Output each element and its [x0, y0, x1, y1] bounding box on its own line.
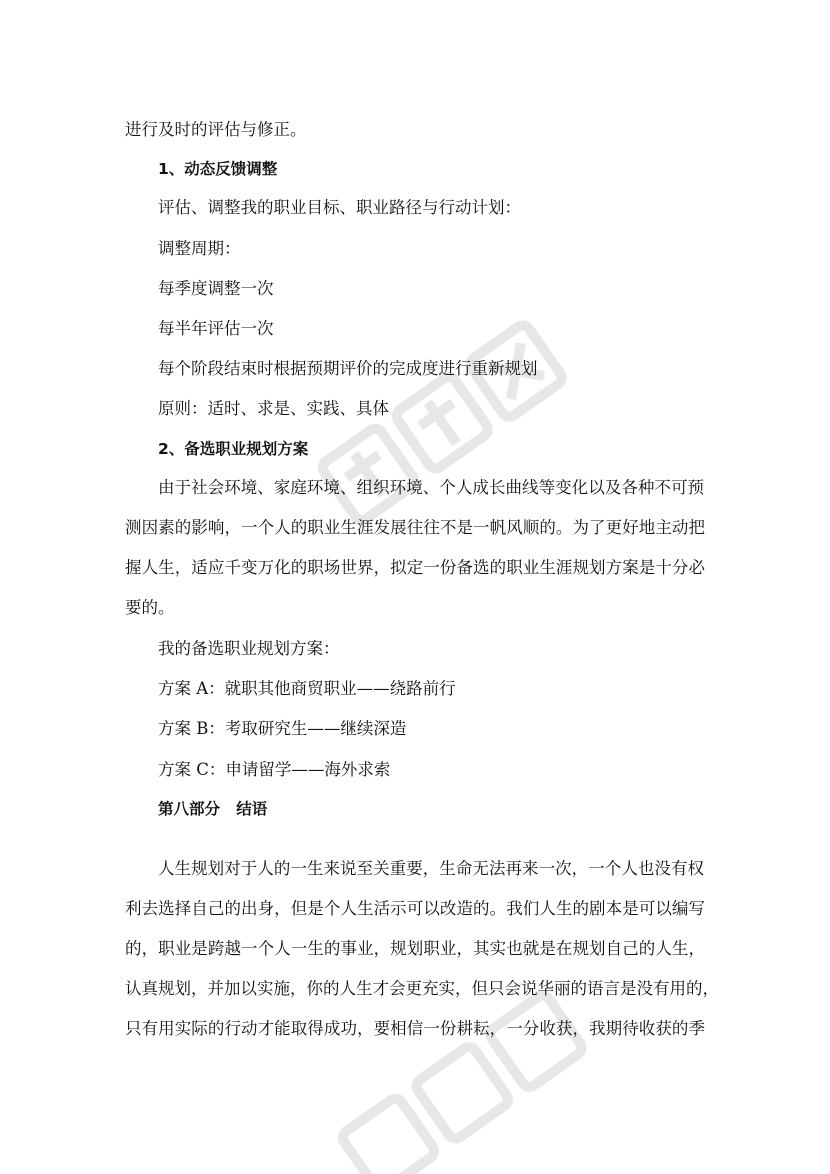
list-item: 每个阶段结束时根据预期评价的完成度进行重新规划	[158, 359, 538, 378]
paragraph-line: 原则：适时、求是、实践、具体	[158, 399, 389, 418]
list-item: 方案 B：考取研究生——继续深造	[158, 719, 407, 738]
section-heading: 2、备选职业规划方案	[158, 440, 309, 458]
section-heading: 1、动态反馈调整	[158, 160, 278, 178]
paragraph-line: 认真规划，并加以实施，你的人生才会更充实，但只会说华丽的语言是没有用的，	[125, 979, 719, 998]
paragraph-line: 人生规划对于人的一生来说至关重要，生命无法再来一次，一个人也没有权	[158, 859, 704, 878]
paragraph-line: 由于社会环境、家庭环境、组织环境、个人成长曲线等变化以及各种不可预	[158, 478, 704, 497]
paragraph-line: 握人生，适应千变万化的职场世界，拟定一份备选的职业生涯规划方案是十分必	[125, 558, 705, 577]
list-item: 每半年评估一次	[158, 319, 274, 338]
part-heading: 第八部分 结语	[158, 800, 268, 818]
paragraph-line: 测因素的影响，一个人的职业生涯发展往往不是一帆风顺的。为了更好地主动把	[125, 518, 705, 537]
paragraph-line: 利去选择自己的出身，但是个人生活示可以改造的。我们人生的剧本是可以编写	[125, 899, 705, 918]
list-item: 方案 A：就职其他商贸职业——绕路前行	[158, 679, 456, 698]
paragraph-line: 我的备选职业规划方案：	[158, 639, 340, 658]
paragraph-line: 进行及时的评估与修正。	[125, 120, 307, 139]
list-item: 每季度调整一次	[158, 279, 274, 298]
paragraph-line: 要的。	[125, 598, 175, 617]
list-item: 方案 C：申请留学——海外求索	[158, 760, 391, 779]
paragraph-line: 只有用实际的行动才能取得成功，要相信一份耕耘，一分收获，我期待收获的季	[125, 1019, 705, 1038]
paragraph-line: 评估、调整我的职业目标、职业路径与行动计划：	[158, 198, 521, 217]
paragraph-line: 的，职业是跨越一个人一生的事业，规划职业，其实也就是在规划自己的人生，	[125, 939, 705, 958]
paragraph-line: 调整周期：	[158, 239, 241, 258]
